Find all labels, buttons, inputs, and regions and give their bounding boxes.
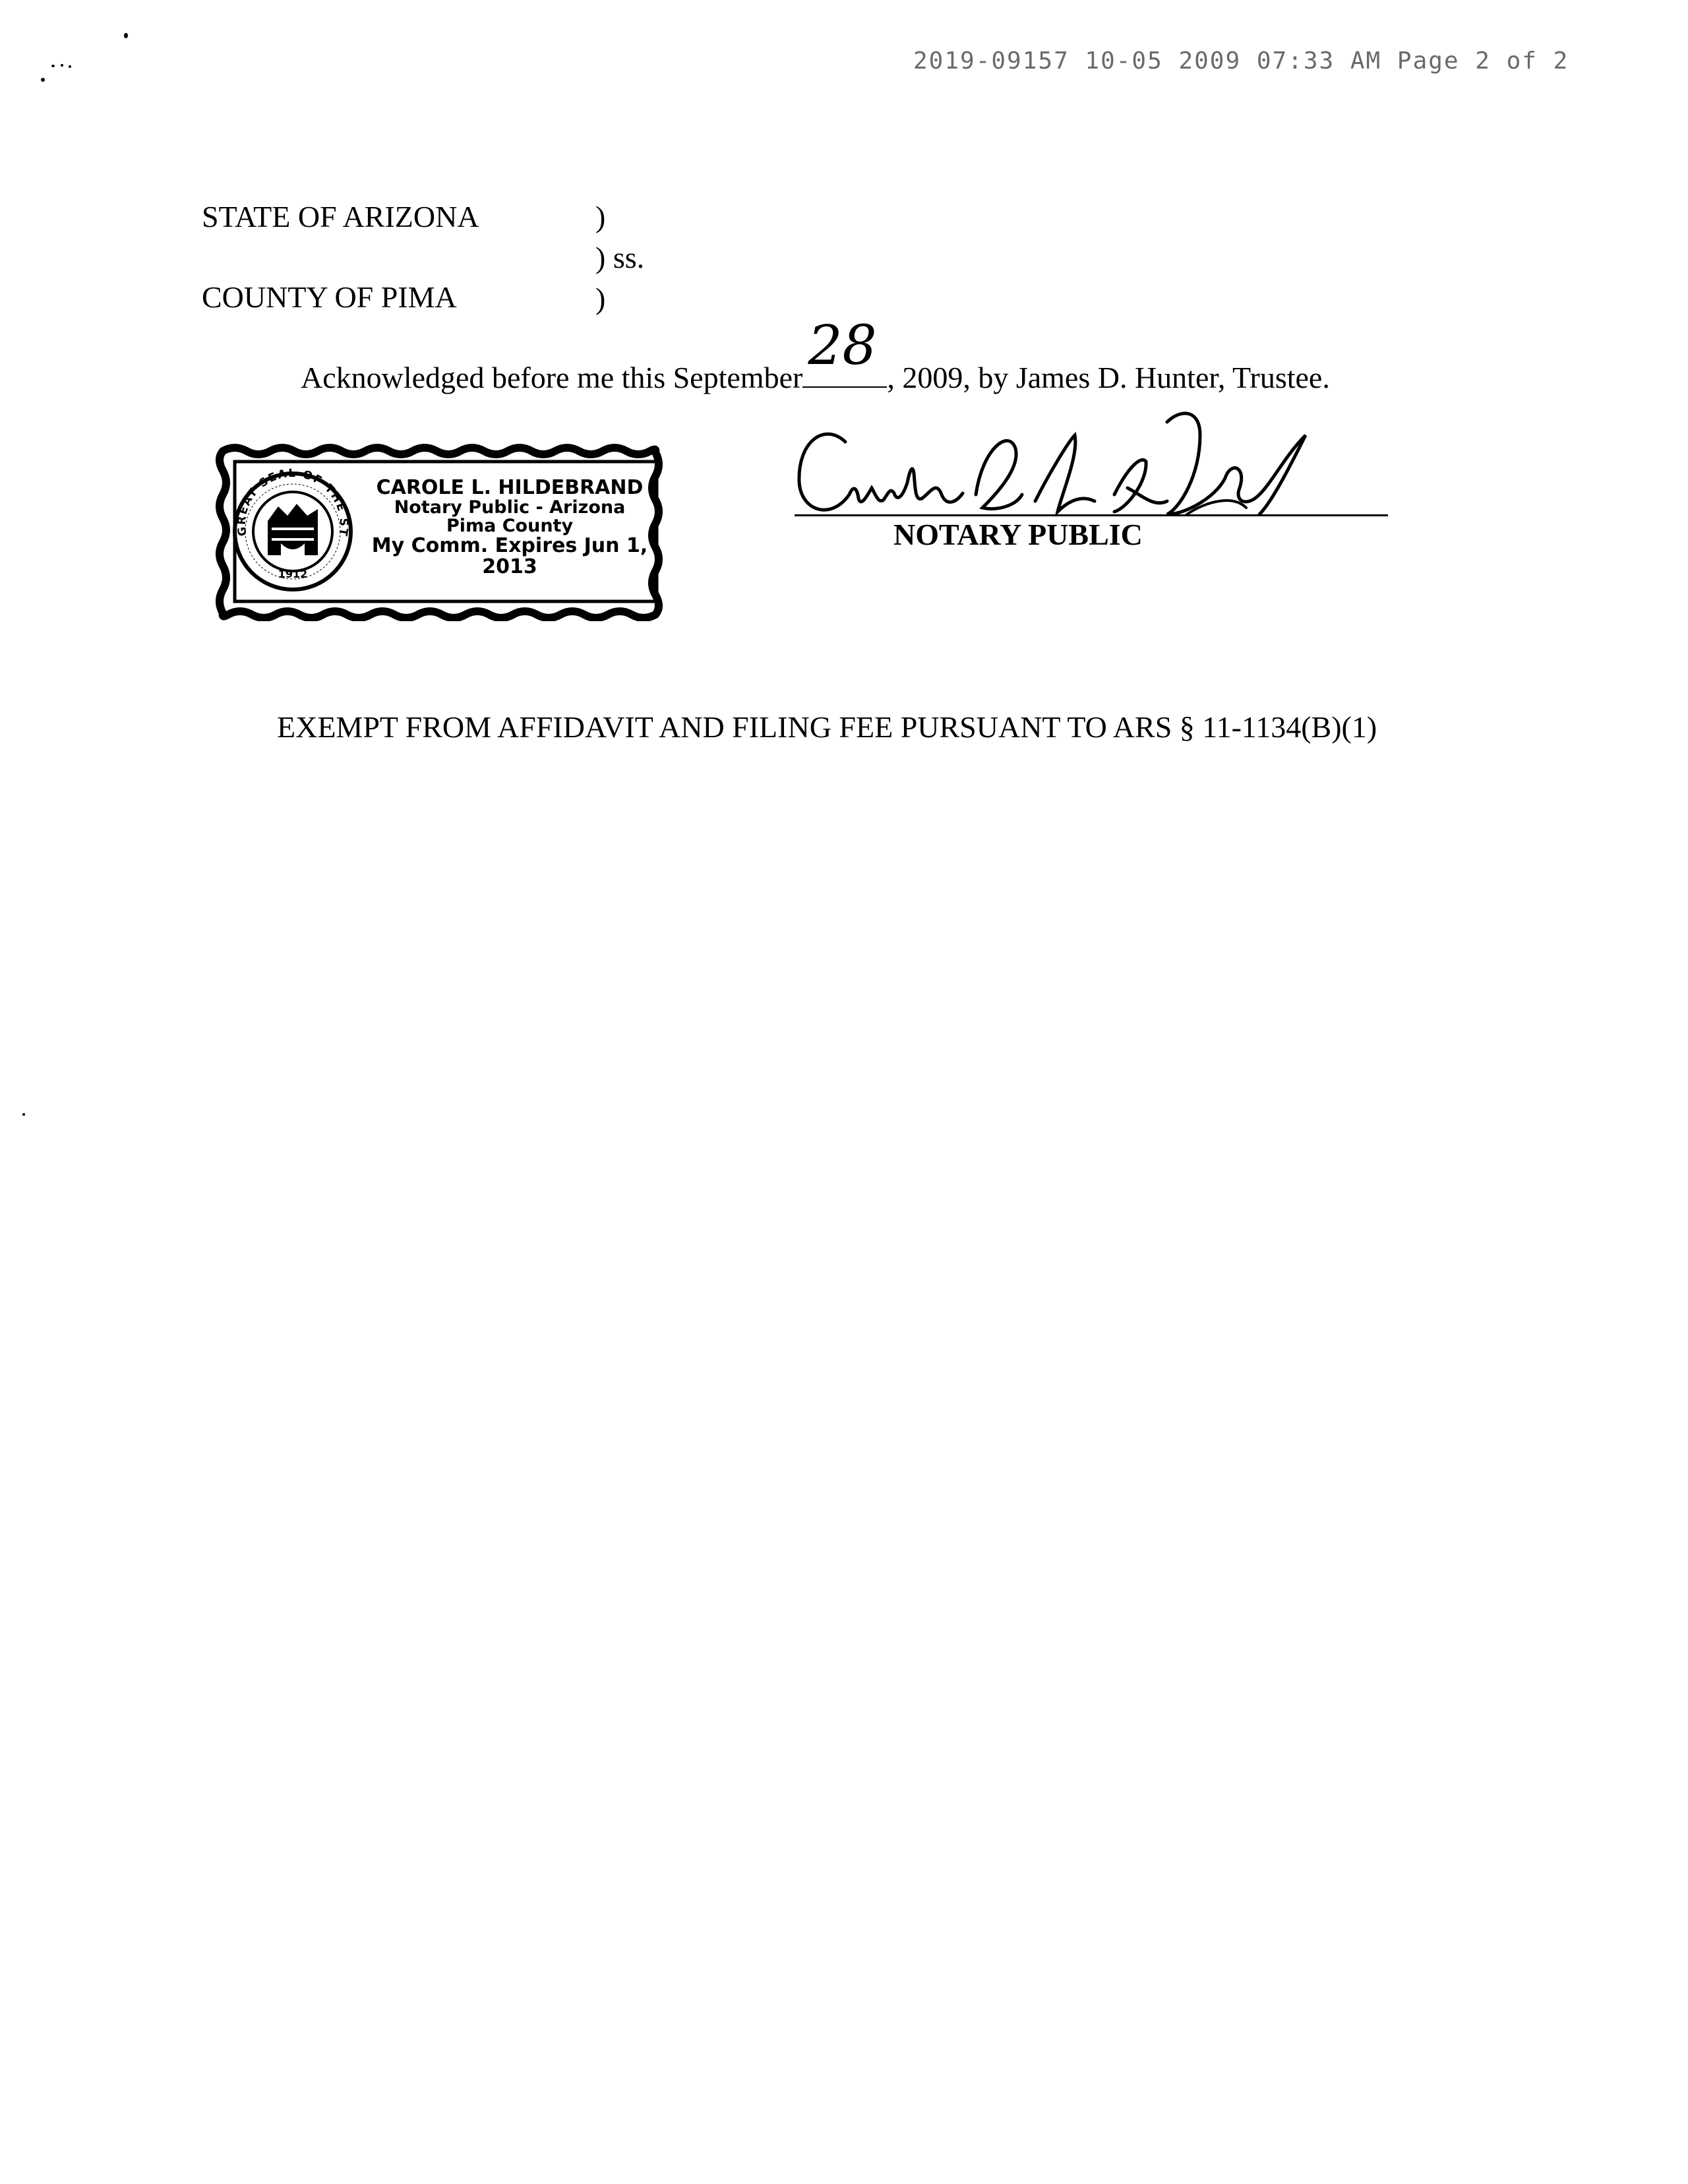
- scan-speck: [22, 1113, 25, 1116]
- recording-stamp: 2019-09157 10-05 2009 07:33 AM Page 2 of 2: [913, 47, 1569, 75]
- seal-text-block: [349, 477, 670, 577]
- day-blank: [802, 315, 887, 388]
- seal-notary-title: Notary Public - Arizona: [394, 497, 626, 518]
- scan-speck: [61, 64, 63, 67]
- venue-state: STATE OF ARIZONA: [202, 200, 479, 233]
- seal-county: Pima County: [446, 515, 574, 536]
- venue-paren: ): [595, 200, 606, 233]
- notary-public-label: NOTARY PUBLIC: [893, 518, 1143, 551]
- seal-commission-expiry: My Comm. Expires Jun 1, 2013: [371, 534, 648, 578]
- seal-notary-name: CAROLE L. HILDEBRAND: [376, 476, 644, 499]
- svg-text:GREAT SEAL OF THE STATE OF ARI: GREAT SEAL OF THE ST: [235, 467, 351, 537]
- scan-speck: [124, 33, 128, 38]
- acknowledgment-after: , 2009, by James D. Hunter, Trustee.: [887, 361, 1330, 394]
- notary-seal-stamp: [215, 443, 677, 621]
- acknowledgment-line: [301, 315, 1330, 395]
- acknowledgment-before: Acknowledged before me this September: [301, 361, 803, 394]
- scan-speck: [41, 78, 45, 82]
- handwritten-day: 28: [808, 315, 877, 377]
- signature-line: [795, 514, 1388, 516]
- scan-speck: [69, 65, 71, 68]
- svg-text:1912: 1912: [278, 568, 308, 580]
- venue-paren: ): [595, 282, 606, 315]
- venue-ss: ) ss.: [595, 241, 645, 274]
- exempt-statement: EXEMPT FROM AFFIDAVIT AND FILING FEE PURSUANT TO ARS § 11-1134(B)(1): [277, 710, 1377, 744]
- scan-speck: [51, 65, 55, 67]
- venue-county: COUNTY OF PIMA: [202, 280, 457, 314]
